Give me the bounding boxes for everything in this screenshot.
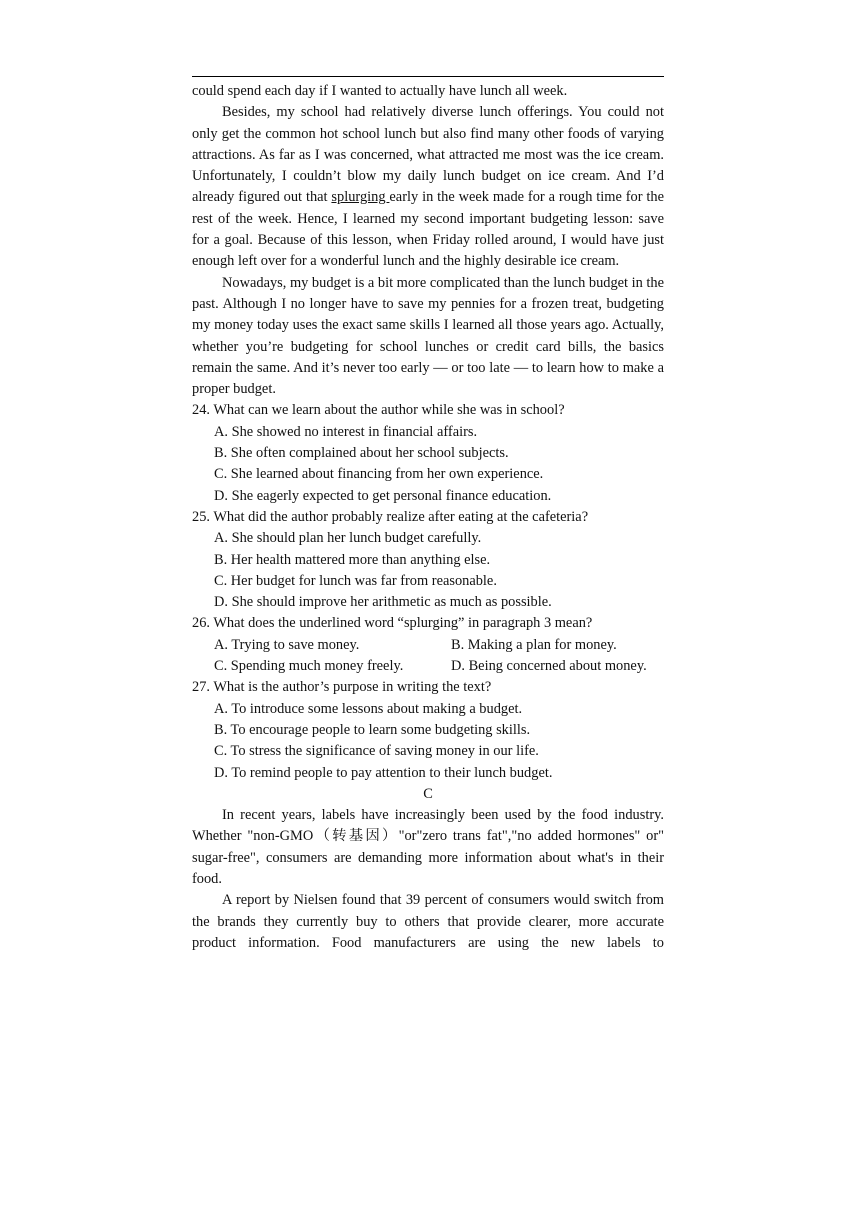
question-24 — [192, 400, 664, 506]
question-stem: 25. What did the author probably realize after eating at the cafeteria? — [192, 508, 589, 525]
question-25 — [192, 507, 664, 613]
section-heading: C — [423, 785, 433, 802]
underlined-word: splurging — [331, 189, 390, 206]
option-row — [192, 635, 664, 656]
question-stem: 24. What can we learn about the author while she was in school? — [192, 402, 565, 419]
option-c: C. Her budget for lunch was far from reasonable. — [214, 572, 497, 589]
option-b: B. She often complained about her school subjects. — [214, 445, 509, 462]
option-c: C. She learned about financing from her own experience. — [214, 466, 544, 483]
option-d: D. To remind people to pay attention to their lunch budget. — [214, 764, 553, 781]
section-c-paragraph-2: A report by Nielsen found that 39 percent of consumers would switch from the brands they currently buy to others that provide clearer, more accurate product information. Food manufacturers are using the new labels to — [192, 892, 664, 951]
question-26 — [192, 613, 664, 677]
section-c-paragraph-1: In recent years, labels have increasingly been used by the food industry. Whether "non-GMO（转基因）"or"zero trans fat","no added hormones" or" sugar-free", consumers are demanding more information about what's in their food. — [192, 807, 664, 887]
option-b: B. Her health mattered more than anything else. — [214, 551, 491, 568]
paragraph-text: Besides, my school had relatively diverse lunch offerings. You could not only get the common hot school lunch but also find many other foods of varying attractions. As far as I was concerned, what attracted me most was the ice cream. Unfortunately, I couldn’t blow my daily lunch budget on ice cream. And I’d already figured out that — [192, 104, 664, 206]
question-stem: 27. What is the author’s purpose in writing the text? — [192, 679, 492, 696]
option-b: B. Making a plan for money. — [451, 636, 617, 653]
question-stem: 26. What does the underlined word “splurging” in paragraph 3 mean? — [192, 615, 593, 632]
option-d: D. She should improve her arithmetic as much as possible. — [214, 594, 552, 611]
header-rule — [192, 76, 664, 77]
option-c: C. To stress the significance of saving money in our life. — [214, 743, 539, 760]
option-d: D. Being concerned about money. — [451, 658, 647, 675]
option-a: A. She should plan her lunch budget carefully. — [214, 530, 482, 547]
option-a: A. She showed no interest in financial affairs. — [214, 423, 478, 440]
paragraph-text: early in the week made for a rough time for the rest of the week. Hence, I learned my second important budgeting lesson: save for a goal. Because of this lesson, when Friday rolled around, I would have just enough left over for a wonderful lunch and the highly desirable ice cream. — [192, 189, 665, 270]
option-a: A. To introduce some lessons about making a budget. — [214, 700, 523, 717]
passage-paragraph-2 — [192, 102, 664, 272]
passage-paragraph-3: Nowadays, my budget is a bit more complicated than the lunch budget in the past. Although I no longer have to save my pennies for a frozen treat, budgeting my money today uses the exact same skills I learned all those years ago. Actually, whether you’re budgeting for school lunches or credit card bills, the basics remain the same. And it’s never too early — or too late — to learn how to make a proper budget. — [192, 274, 665, 398]
option-row — [192, 656, 664, 677]
document-body — [192, 81, 664, 954]
passage-line: could spend each day if I wanted to actually have lunch all week. — [192, 83, 568, 99]
option-d: D. She eagerly expected to get personal finance education. — [214, 487, 552, 504]
option-c: C. Spending much money freely. — [214, 658, 404, 675]
option-b: B. To encourage people to learn some budgeting skills. — [214, 721, 531, 738]
question-27 — [192, 677, 664, 783]
option-a: A. Trying to save money. — [214, 636, 360, 653]
